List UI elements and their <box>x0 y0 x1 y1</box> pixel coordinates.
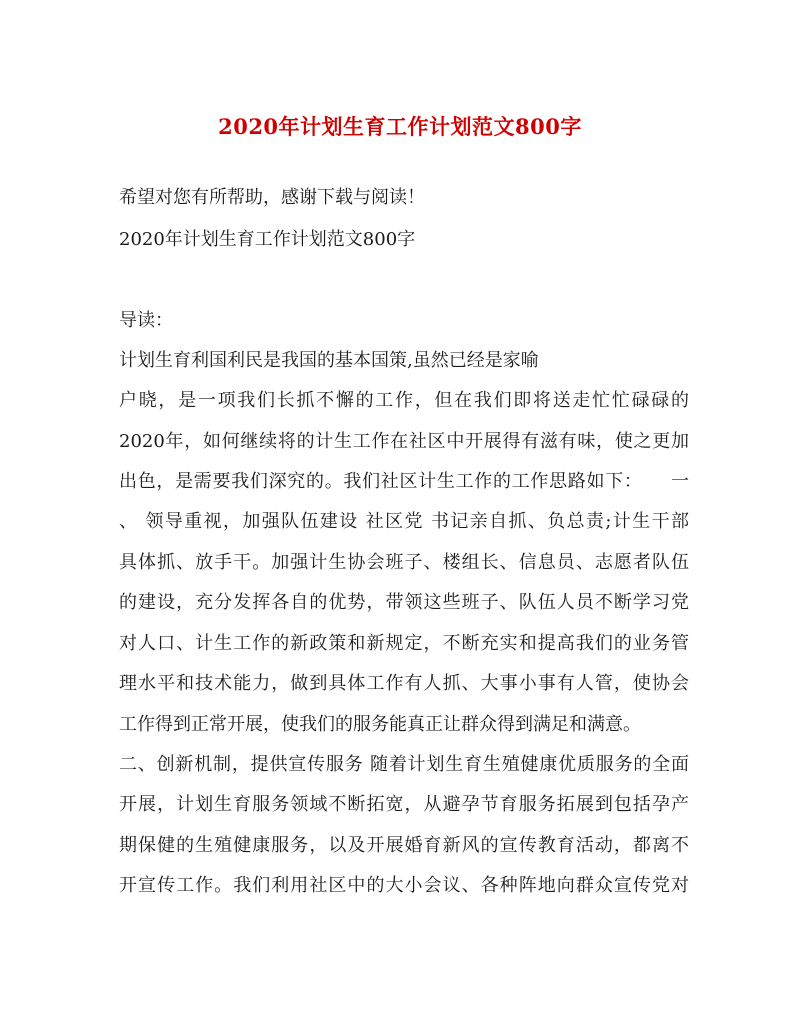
body-line: 计划生育利国利民是我国的基本国策,虽然已经是家喻 <box>119 350 539 371</box>
body-line: 、 领导重视，加强队伍建设 社区党 书记亲自抓、负总责;计生干部 <box>119 511 689 532</box>
body-line: 户晓，是一项我们长抓不懈的工作，但在我们即将送走忙忙碌碌的 <box>119 390 689 411</box>
body-line: 开宣传工作。我们利用社区中的大小会议、各种阵地向群众宣传党对 <box>119 875 689 896</box>
body-line: 开展，计划生育服务领域不断拓宽，从避孕节育服务拓展到包括孕产 <box>119 794 689 815</box>
body-line: 期保健的生殖健康服务，以及开展婚育新风的宣传教育活动，都离不 <box>119 835 689 856</box>
subtitle-text: 2020年计划生育工作计划范文800字 <box>119 229 416 250</box>
body-line: 具体抓、放手干。加强计生协会班子、楼组长、信息员、志愿者队伍 <box>119 552 689 573</box>
body-line: 出色，是需要我们深究的。我们社区计生工作的工作思路如下： 一 <box>119 471 689 492</box>
intro-text: 希望对您有所帮助，感谢下载与阅读！ <box>119 187 425 208</box>
body-line: 2020年，如何继续将的计生工作在社区中开展得有滋有味，使之更加 <box>119 431 689 452</box>
body-line: 理水平和技术能力，做到具体工作有人抓、大事小事有人管，使协会 <box>119 673 689 694</box>
body-line: 二、创新机制，提供宣传服务 随着计划生育生殖健康优质服务的全面 <box>119 754 689 775</box>
body-line: 的建设，充分发挥各自的优势，带领这些班子、队伍人员不断学习党 <box>119 592 689 613</box>
document-title: 2020年计划生育工作计划范文800字 <box>218 114 582 139</box>
body-line: 工作得到正常开展，使我们的服务能真正让群众得到满足和满意。 <box>119 714 641 735</box>
guide-label: 导读： <box>119 310 173 331</box>
body-line: 对人口、计生工作的新政策和新规定，不断充实和提高我们的业务管 <box>119 633 689 654</box>
